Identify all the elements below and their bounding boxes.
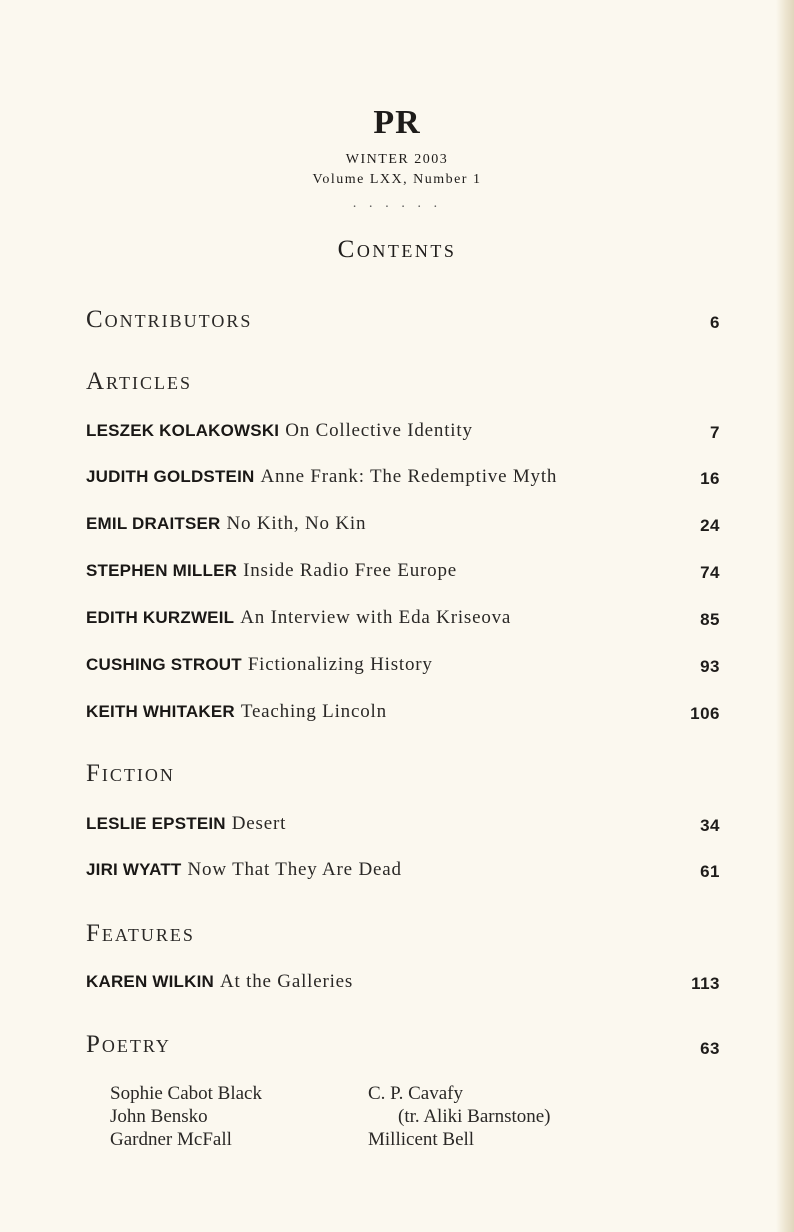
poet-name: Gardner McFall [110,1129,232,1150]
entry-title: Fictionalizing History [247,654,433,675]
entry-page: 16 [700,469,720,488]
toc-entry-fiction [86,859,402,881]
toc-entry-feature [86,971,353,993]
contributors-page: 6 [710,313,720,332]
dotted-divider: · · · · · · [352,200,442,215]
entry-title: An Interview with Eda Kriseova [240,607,512,628]
entry-title: Teaching Lincoln [240,701,387,722]
issue-info [0,150,794,190]
section-articles: Articles [86,368,192,395]
section-contributors: Contributors [86,306,253,333]
entry-title: Anne Frank: The Redemptive Myth [260,466,558,487]
toc-entry-article [86,420,473,442]
entry-author: EDITH KURZWEIL [86,608,235,627]
toc-entry-article [86,701,387,723]
journal-title: PR [373,104,421,141]
entry-author: JIRI WYATT [86,860,182,879]
entry-page: 34 [700,816,720,835]
entry-title: Now That They Are Dead [187,859,402,880]
poets-list-left [110,1082,262,1151]
entry-author: STEPHEN MILLER [86,561,238,580]
entry-author: LESZEK KOLAKOWSKI [86,421,280,440]
entry-title: Desert [231,813,287,834]
translator-note: (tr. Aliki Barnstone) [398,1106,551,1127]
toc-entry-article [86,466,557,488]
section-features: Features [86,920,195,947]
entry-page: 93 [700,657,720,676]
entry-author: KAREN WILKIN [86,972,214,991]
contents-heading: Contents [337,236,457,263]
toc-entry-article [86,654,433,676]
toc-entry-article [86,607,511,629]
toc-entry-fiction [86,813,286,835]
poetry-page: 63 [700,1039,720,1058]
section-fiction: Fiction [86,760,175,787]
entry-author: EMIL DRAITSER [86,514,221,533]
poet-name: John Bensko [110,1106,208,1127]
issue-season: WINTER 2003 [345,152,449,167]
entry-title: No Kith, No Kin [226,513,367,534]
entry-title: On Collective Identity [285,420,473,441]
entry-page: 61 [700,862,720,881]
poet-name: Sophie Cabot Black [110,1083,262,1104]
poet-name: Millicent Bell [368,1129,475,1150]
entry-author: KEITH WHITAKER [86,702,235,721]
poets-list-right [368,1082,551,1151]
entry-page: 7 [710,423,720,442]
toc-entry-article [86,560,457,582]
entry-page: 113 [691,974,720,993]
section-poetry: Poetry [86,1031,171,1058]
toc-entry-article [86,513,366,535]
poet-name: C. P. Cavafy [368,1083,463,1104]
entry-author: LESLIE EPSTEIN [86,814,226,833]
entry-page: 85 [700,610,720,629]
entry-author: JUDITH GOLDSTEIN [86,467,255,486]
entry-page: 106 [690,704,720,723]
entry-page: 74 [700,563,720,582]
entry-page: 24 [700,516,720,535]
issue-volume: Volume LXX, Number 1 [312,172,482,187]
entry-title: Inside Radio Free Europe [243,560,457,581]
entry-author: CUSHING STROUT [86,655,242,674]
entry-title: At the Galleries [220,971,354,992]
